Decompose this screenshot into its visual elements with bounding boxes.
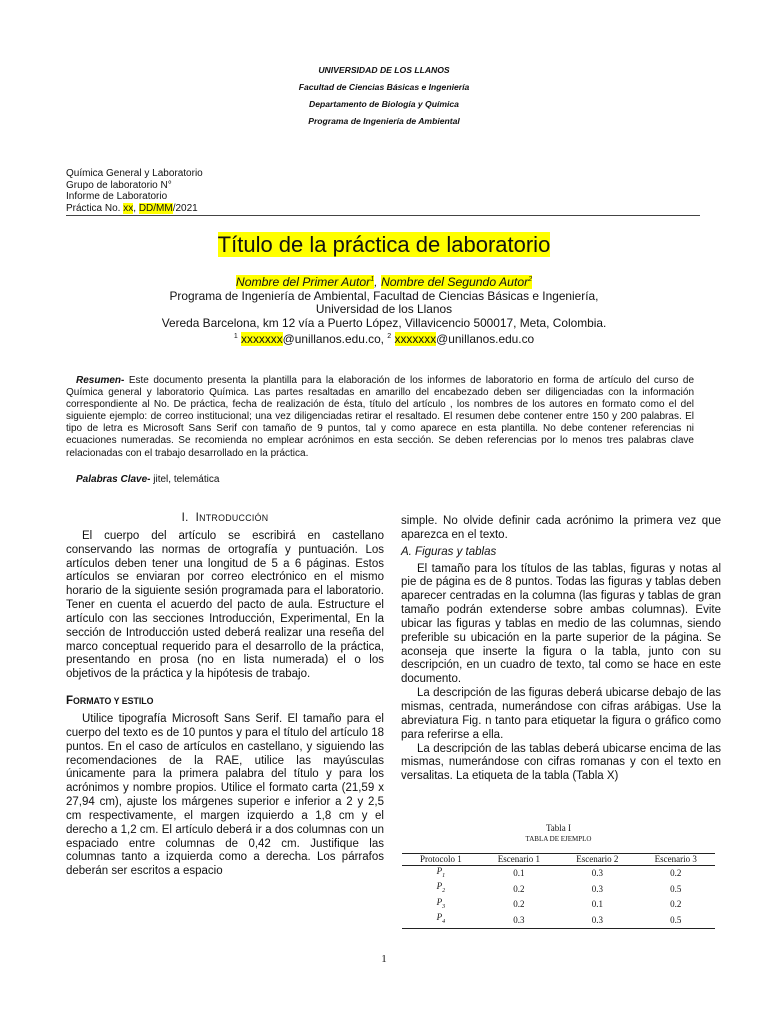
faculty-name: Facultad de Ciencias Básicas e Ingeniería <box>298 82 470 92</box>
abstract <box>66 375 694 460</box>
table-cell: 0.3 <box>480 912 558 928</box>
abstract-label: Resumen- <box>76 375 125 386</box>
second-author: Nombre del Segundo Autor$^2$ <box>380 275 533 290</box>
right-column <box>401 515 721 784</box>
table-header-row <box>402 854 715 866</box>
example-table <box>402 853 715 929</box>
table-cell: 0.2 <box>513 883 525 894</box>
course-name: Química General y Laboratorio <box>66 168 203 179</box>
paper-title-text: Título de la práctica de laboratorio <box>217 232 551 257</box>
table-header-cell: Escenario 3 <box>637 854 715 866</box>
program-name: Programa de Ingeniería de Ambiental <box>308 116 460 126</box>
table-cell: 0.3 <box>591 883 603 894</box>
table-cell: 0.2 <box>670 899 682 910</box>
affiliation-university: Universidad de los Llanos <box>315 302 453 317</box>
practice-prefix: Práctica No. <box>66 202 124 214</box>
keywords-label: Palabras Clave- <box>76 474 151 485</box>
report-type: Informe de Laboratorio <box>66 191 168 203</box>
table-header-cell: Protocolo 1 <box>402 854 480 866</box>
author-separator: , <box>374 275 381 290</box>
left-column <box>66 512 384 879</box>
practice-date: DD/MM <box>138 202 173 214</box>
abstract-text: Este documento presenta la plantilla para la elaboración de los informes de laboratorio en forma de artículo del curso de Química general y laboratorio Química. Las partes resaltadas en amarillo del encabezado deben ser diligenciadas con la información correspondiente al No. De práctica, fecha de realización de ésta, título del artículo , los nombres de los autores en formato como el del siguiente ejemplo: de correo institucional; una vez diligenciadas retirar el resaltado. El resumen debe contener entre 150 y 200 palabras. El tipo de letra es Microsoft Sans Serif con tamaño de 9 puntos, tal y como aparece en esta plantilla. No debe contener referencias ni ecuaciones numeradas. Se recomienda no emplear acrónimos en esta sección. Se deben referencias por lo menos tres palabras clave relacionadas con el trabajo desarrollado en la práctica. <box>66 375 694 459</box>
table-cell: 0.1 <box>591 899 603 910</box>
affiliation-emails: $^1$ xxxxxxx@unillanos.edu.co, $^2$ xxxxxxx@unillanos.edu.co <box>233 332 535 347</box>
format-paragraph: Utilice tipografía Microsoft Sans Serif. El tamaño para el cuerpo del texto es de 10 puntos y para el título del artículo 18 puntos. En el caso de artículos en castellano, y siguiendo las recomendaciones de la RAE, utilice las mayúsculas únicamente para la primera palabra del título y para los acrónimos y nombre propios. Utilice el formato carta (21,59 x 27,94 cm), ajuste los márgenes superior e inferior a 2 y 2,5 cm respectivamente, el margen izquierdo a 1,8 cm y el derecho a 1,2 cm. El artículo deberá ir a dos columnas con un espaciado entre columnas de 0,42 cm. Justifique las columnas tanto a izquierda como a derecha. Los párrafos deberán ser escritos a espacio <box>66 712 384 878</box>
keywords-text: jitel, telemática <box>150 474 220 485</box>
page-number: 1 <box>381 953 387 965</box>
authors-line <box>0 272 768 290</box>
affiliation <box>0 290 768 347</box>
table-header-cell: Escenario 2 <box>558 854 636 866</box>
course-meta <box>66 168 203 214</box>
table-cell: 0.3 <box>591 868 603 879</box>
practice-number: xx <box>123 202 134 214</box>
header-divider <box>66 215 700 216</box>
practice-line <box>66 203 203 215</box>
table-cell: 0.2 <box>670 868 682 879</box>
affiliation-program: Programa de Ingeniería de Ambiental, Facultad de Ciencias Básicas e Ingeniería, <box>169 289 599 303</box>
continued-paragraph: simple. No olvide definir cada acrónimo la primera vez que aparezca en el texto. <box>401 515 721 541</box>
section-heading-format: FORMATO Y ESTILO <box>66 695 154 708</box>
section-heading-intro: I. INTRODUCCIÓN <box>181 512 269 524</box>
table-header-cell: Escenario 1 <box>480 854 558 866</box>
table-cell: 0.5 <box>670 883 682 894</box>
table-cell: 0.5 <box>637 912 715 928</box>
table-cell: $P_4$ <box>402 912 480 928</box>
email-1-user: xxxxxxx <box>241 332 283 347</box>
email-2-domain: @unillanos.edu.co <box>436 332 535 347</box>
table-row <box>402 897 715 912</box>
table-row <box>402 881 715 896</box>
department-name: Departamento de Biología y Química <box>309 99 459 109</box>
paper-title <box>0 230 768 260</box>
figures-paragraph-2: La descripción de las figuras deberá ubicarse debajo de las mismas, centrada, numerándose con cifras arábigas. Use la abreviatura Fig. n tanto para etiquetar la figura o gráfico como para referirse a ella. <box>401 687 721 741</box>
lab-group: Grupo de laboratorio N° <box>66 179 172 191</box>
subsection-heading-figures: A. Figuras y tablas <box>401 545 497 558</box>
table-cell: $P_1$ <box>436 866 446 879</box>
keywords <box>76 474 219 485</box>
first-author: Nombre del Primer Autor$^1$ <box>235 275 375 290</box>
intro-paragraph: El cuerpo del artículo se escribirá en castellano conservando las normas de ortografía y puntuación. Los artículos deben tener una longitud de 5 a 6 páginas. Estos artículos se enviaran por correo electrónico en el mismo horario de la siguiente sesión programada para el laboratorio. Tener en cuenta el acuerdo del pacto de aula. Estructure el artículo con las secciones Introducción, Experimental, En la sección de Introducción usted deberá realizar una reseña del marco conceptual requerido para el desarrollo de la práctica, presentando en prosa (no en lista numerada) el o los objetivos de la práctica y la hipótesis de trabajo. <box>66 529 384 681</box>
table-cell: $P_2$ <box>436 881 446 895</box>
practice-year: /2021 <box>172 202 198 214</box>
affiliation-address: Vereda Barcelona, km 12 vía a Puerto López, Villavicencio 500017, Meta, Colombia. <box>161 315 607 330</box>
tables-paragraph: La descripción de las tablas deberá ubicarse encima de las mismas, numerándose con cifras romanas y con el texto en versalitas. La etiqueta de la tabla (Tabla X) <box>401 742 721 783</box>
example-table-block <box>402 823 715 929</box>
university-name: UNIVERSIDAD DE LOS LLANOS <box>318 65 450 75</box>
table-cell: 0.2 <box>513 899 525 910</box>
table-row <box>402 912 715 928</box>
table-number: Tabla I <box>545 823 572 833</box>
table-row <box>402 866 715 882</box>
figures-paragraph-1: El tamaño para los títulos de las tablas, figuras y notas al pie de página es de 8 puntos. Todas las figuras y tablas deben aparecer centradas en la columna (las figuras y tablas de gran tamaño podrán extenderse sobre ambas columnas). Evite ubicar las figuras y tablas en medio de las columnas, siendo preferible su ubicación en la parte superior de la página. Se aconseja que inserte la figura o la tabla, junto con su descripción, en un cuadro de texto, tal como se hace en este documento. <box>401 562 721 686</box>
date-separator: , <box>133 202 139 214</box>
table-cell: 0.1 <box>513 868 525 879</box>
table-cell: $P_3$ <box>436 896 446 910</box>
table-caption: TABLA DE EJEMPLO <box>525 835 592 843</box>
email-2-user: xxxxxxx <box>394 332 437 347</box>
email-1-domain: @unillanos.edu.co, <box>282 332 388 347</box>
table-cell: 0.3 <box>558 912 636 928</box>
